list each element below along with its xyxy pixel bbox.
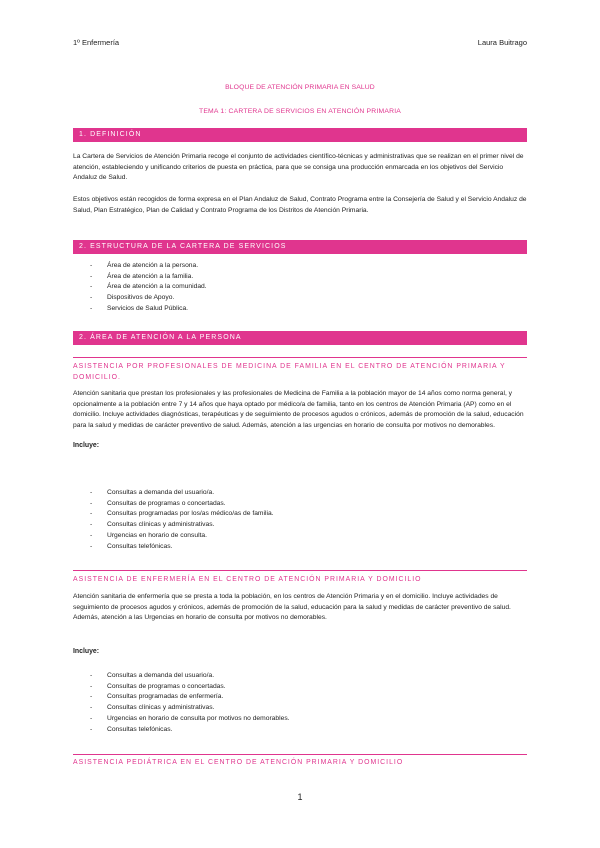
block-title: BLOQUE DE ATENCIÓN PRIMARIA EN SALUD [225,84,375,91]
list-item: - Consultas clínicas y administrativas. [90,703,290,714]
sub2-paragraph: Atención sanitaria de enfermería que se presta a toda la población, en los centros de Atención Primaria y en el domicilio. Incluye actividades de seguimiento de procesos agudos y crónicos, además de promoción de la salud, educación para la salud y medidas de carácter preventivo de salud. Además, atención a las Urgencias en horario de consulta por motivos no demorables. [73,593,511,622]
list-item: - Urgencias en horario de consulta por motivos no demorables. [90,714,290,725]
sub2-incluye-label: Incluye: [73,648,100,655]
list-item: - Área de atención a la comunidad. [90,282,207,293]
page-number: 1 [297,792,303,802]
list-item: - Servicios de Salud Pública. [90,304,207,315]
list-item: - Dispositivos de Apoyo. [90,293,207,304]
sub1-divider [73,357,527,358]
sub3-divider [73,754,527,755]
sub2-list [90,671,290,735]
sub2-title: ASISTENCIA DE ENFERMERÍA EN EL CENTRO DE ATENCIÓN PRIMARIA Y DOMICILIO [73,576,422,583]
list-item: - Consultas de programas o concertadas. [90,682,290,693]
estructura-list [90,261,207,315]
list-item: - Consultas programadas de enfermería. [90,692,290,703]
list-item: - Consultas telefónicas. [90,725,290,736]
list-item: - Consultas programadas por los/as médico/as de familia. [90,509,274,520]
section-persona-bar: 2. ÁREA DE ATENCIÓN A LA PERSONA [73,331,527,345]
list-item: - Consultas de programas o concertadas. [90,499,274,510]
sub1-incluye-label: Incluye: [73,442,100,449]
list-item: - Área de atención a la familia. [90,272,207,283]
section-definicion-bar: 1. DEFINICIÓN [73,128,527,142]
sub1-paragraph: Atención sanitaria que prestan los profesionales y las profesionales de Medicina de Familia a la población mayor de 14 años como norma general, y opcionalmente a la población entre 7 y 14 años que haya optado por médico/a de familia, tanto en los centros de Atención Primaria (AP) como en el domicilio. Incluye actividades diagnósticas, terapéuticas y de seguimiento de procesos agudos o crónicos, además de promoción de la salud, educación para la salud y medidas de carácter preventivo de salud. Además, atención a las urgencias en horario de consulta por motivos no demorables. [73,390,524,429]
list-item: - Consultas clínicas y administrativas. [90,520,274,531]
sub2-divider [73,570,527,571]
list-item: - Urgencias en horario de consulta. [90,531,274,542]
header-author: Laura Buitrago [477,38,527,47]
list-item: - Área de atención a la persona. [90,261,207,272]
section-estructura-bar: 2. ESTRUCTURA DE LA CARTERA DE SERVICIOS [73,240,527,254]
header-course: 1º Enfermería [73,38,120,47]
sub3-title: ASISTENCIA PEDIÁTRICA EN EL CENTRO DE ATENCIÓN PRIMARIA Y DOMICILIO [73,759,404,766]
list-item: - Consultas telefónicas. [90,542,274,553]
list-item: - Consultas a demanda del usuario/a. [90,488,274,499]
definicion-paragraph-2: Estos objetivos están recogidos de forma expresa en el Plan Andaluz de Salud, Contrato Programa entre la Consejería de Salud y el Servicio Andaluz de Salud, Plan Estratégico, Plan de Calidad y Contrato Programa de los Distritos de Atención Primaria. [73,196,527,214]
list-item: - Consultas a demanda del usuario/a. [90,671,290,682]
sub1-title: ASISTENCIA POR PROFESIONALES DE MEDICINA DE FAMILIA EN EL CENTRO DE ATENCIÓN PRIMARIA Y DOMICILIO. [73,363,506,381]
tema-title: TEMA 1: CARTERA DE SERVICIOS EN ATENCIÓN PRIMARIA [198,108,402,115]
sub1-list [90,488,274,552]
definicion-paragraph-1: La Cartera de Servicios de Atención Primaria recoge el conjunto de actividades científico-técnicas y administrativas que se realizan en el primer nivel de atención, estableciendo y unificando criterios de puesta en práctica, para que se consiga una producción enmarcada en los objetivos del Servicio Andaluz de Salud. [73,153,524,182]
